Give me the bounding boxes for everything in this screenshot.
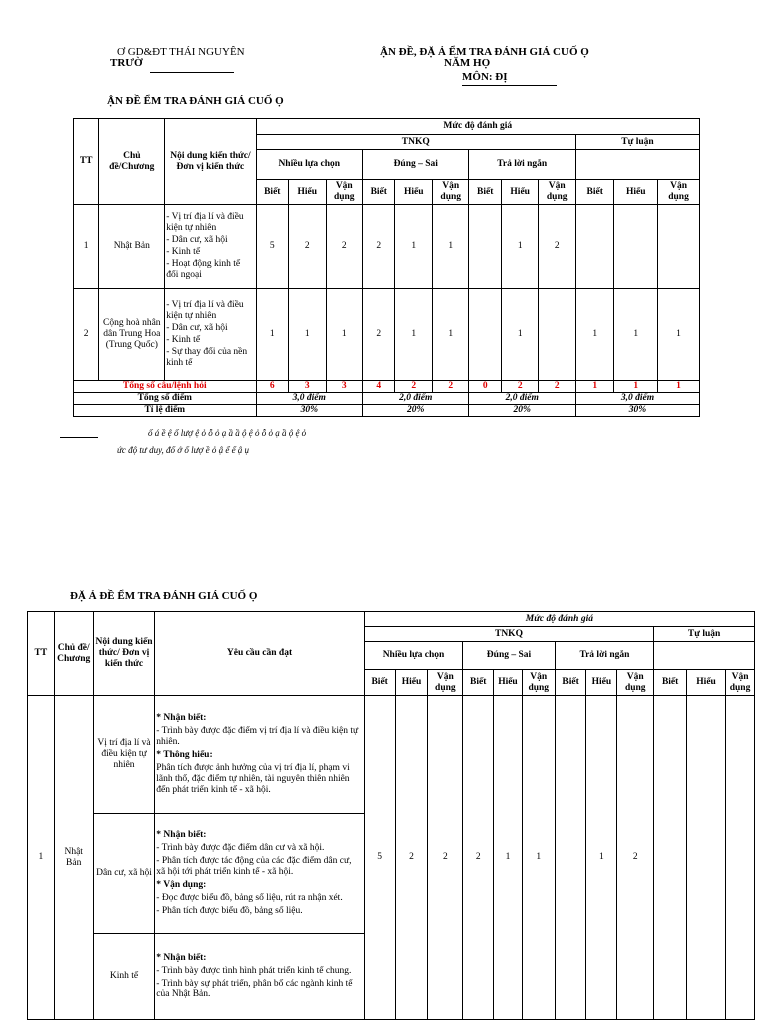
content-item: - Sự thay đổi của nền kinh tế xyxy=(166,346,248,368)
score-value: 2,0 điểm xyxy=(469,393,575,405)
cell-value: 1 xyxy=(586,696,617,1020)
cell-value xyxy=(575,205,614,289)
matrix-mcq-header: Nhiều lựa chọn xyxy=(256,150,362,180)
cell-value: 2 xyxy=(363,289,395,381)
level-vandung: Vận dụng xyxy=(522,670,555,696)
cell-value xyxy=(658,205,700,289)
cell-value: 1 xyxy=(256,289,288,381)
cell-value: 1 xyxy=(575,289,614,381)
total-label: Tổng số câu/lệnh hỏi xyxy=(74,381,257,393)
level-hieu: Hiểu xyxy=(395,670,428,696)
level-vandung: Vận dụng xyxy=(617,670,654,696)
total-value: 6 xyxy=(256,381,288,393)
req-item: - Đọc được biểu đồ, bảng số liệu, rút ra nhận xét. xyxy=(156,892,343,903)
spec-unit-requirements xyxy=(155,934,364,1020)
level-biet: Biết xyxy=(256,180,288,205)
cell-value: 2 xyxy=(363,205,395,289)
dept-name: Ơ GD&ĐT THÁI NGUYÊN xyxy=(117,46,245,58)
cell-value: 1 xyxy=(614,289,658,381)
cell-value: 1 xyxy=(289,289,327,381)
level-hieu: Hiểu xyxy=(501,180,539,205)
cell-value: 1 xyxy=(326,289,363,381)
content-item: - Dân cư, xã hội xyxy=(166,323,228,334)
cell-value xyxy=(469,205,501,289)
content-item: - Kinh tế xyxy=(166,335,201,345)
matrix-total-row xyxy=(74,381,700,393)
ratio-value: 30% xyxy=(575,405,699,417)
level-vandung: Vận dụng xyxy=(432,180,469,205)
level-biet: Biết xyxy=(555,670,586,696)
spec-tf-header: Đúng – Sai xyxy=(463,642,555,670)
content-item: - Vị trí địa lí và điều kiện tự nhiên xyxy=(166,212,244,234)
matrix-note-2: ức độ tư duy, đố ớ ố lượ ề ỏ ậ ể ể ậ ụ xyxy=(117,445,250,455)
spec-title: ĐẶ Ả ĐỀ ỂM TRA ĐÁNH GIÁ CUỐ Ọ xyxy=(70,590,258,602)
total-value: 2 xyxy=(395,381,433,393)
level-hieu: Hiểu xyxy=(614,180,658,205)
cell-value xyxy=(654,696,687,1020)
school-year: NĂM HỌ xyxy=(444,57,491,69)
level-biet: Biết xyxy=(364,670,395,696)
cell-value xyxy=(614,205,658,289)
school-underline xyxy=(150,72,234,73)
row-topic: Nhật Bản xyxy=(99,205,165,289)
row-tt: 1 xyxy=(74,205,99,289)
req-heading: * Vận dụng: xyxy=(156,879,207,890)
subject-underline xyxy=(462,85,557,86)
matrix-col-topic: Chủ đề/Chương xyxy=(99,119,165,205)
spec-tuluan-blank xyxy=(654,642,755,670)
content-item: - Kinh tế xyxy=(166,247,201,257)
cell-value xyxy=(726,696,755,1020)
cell-value xyxy=(469,289,501,381)
level-biet: Biết xyxy=(469,180,501,205)
content-item: - Hoạt động kinh tế đối ngoại xyxy=(166,258,241,280)
spec-col-content: Nội dung kiến thức/ Đơn vị kiến thức xyxy=(93,612,155,696)
req-item: - Trình bày được tình hình phát triển kinh tế chung. xyxy=(156,965,352,976)
spec-table xyxy=(27,611,755,1020)
req-item: Phân tích được ảnh hưởng của vị trí địa lí, phạm vi lãnh thổ, đặc điểm tự nhiên, tài nguyên thiên nhiên đến phát triển kinh tế - xã hội. xyxy=(156,762,350,795)
school-name: TRƯỜ xyxy=(110,57,143,69)
level-vandung: Vận dụng xyxy=(726,670,755,696)
matrix-row-1 xyxy=(74,205,700,289)
cell-value: 2 xyxy=(289,205,327,289)
matrix-tuluan-header: Tự luận xyxy=(575,135,699,150)
spec-short-header: Trả lời ngắn xyxy=(555,642,654,670)
total-value: 1 xyxy=(658,381,700,393)
matrix-row-2 xyxy=(74,289,700,381)
score-value: 3,0 điểm xyxy=(575,393,699,405)
matrix-col-content: Nội dung kiến thức/ Đơn vị kiến thức xyxy=(165,119,256,205)
level-biet: Biết xyxy=(654,670,687,696)
note-rule xyxy=(60,437,98,438)
req-item: - Phân tích được tác động của các đặc điểm dân cư, xã hội tới phát triển kinh tế - xã hội. xyxy=(156,856,352,878)
req-heading: * Thông hiểu: xyxy=(156,750,213,761)
total-value: 3 xyxy=(326,381,363,393)
matrix-short-header: Trả lời ngắn xyxy=(469,150,575,180)
cell-value: 1 xyxy=(501,289,539,381)
score-value: 3,0 điểm xyxy=(256,393,362,405)
level-hieu: Hiểu xyxy=(395,180,433,205)
spec-unit-requirements xyxy=(155,814,364,934)
cell-value: 1 xyxy=(395,289,433,381)
doc-title: ẬN ĐỀ, ĐẶ Ả ỂM TRA ĐÁNH GIÁ CUỐ Ọ xyxy=(380,46,589,58)
req-heading: * Nhận biết: xyxy=(156,713,207,724)
level-biet: Biết xyxy=(363,180,395,205)
level-hieu: Hiểu xyxy=(586,670,617,696)
spec-col-topic: Chủ đề/ Chương xyxy=(54,612,93,696)
req-heading: * Nhận biết: xyxy=(156,952,207,963)
level-biet: Biết xyxy=(575,180,614,205)
level-vandung: Vận dụng xyxy=(326,180,363,205)
row-contents xyxy=(165,289,256,381)
level-vandung: Vận dụng xyxy=(658,180,700,205)
cell-value: 1 xyxy=(395,205,433,289)
total-value: 3 xyxy=(289,381,327,393)
matrix-title: ẬN ĐỀ ỂM TRA ĐÁNH GIÁ CUỐ Ọ xyxy=(107,95,284,107)
score-value: 2,0 điểm xyxy=(363,393,469,405)
total-value: 4 xyxy=(363,381,395,393)
matrix-level-header: Mức độ đánh giá xyxy=(256,119,699,135)
spec-tnkq-header: TNKQ xyxy=(364,627,653,642)
total-value: 0 xyxy=(469,381,501,393)
cell-value: 2 xyxy=(617,696,654,1020)
req-item: - Trình bày được đặc điểm dân cư và xã hội. xyxy=(156,843,325,854)
cell-value: 1 xyxy=(494,696,523,1020)
spec-mcq-header: Nhiều lựa chọn xyxy=(364,642,463,670)
matrix-note-1: ố á ề ệ ố lượ ệ ỏ ỗ ỏ ạ ầ ầ ộ ệ ỏ ỗ ỏ ạ ầ ộ ệ ỏ xyxy=(148,428,307,438)
ratio-label: Tỉ lệ điểm xyxy=(74,405,257,417)
matrix-tnkq-header: TNKQ xyxy=(256,135,575,150)
matrix-score-row xyxy=(74,393,700,405)
cell-value: 1 xyxy=(501,205,539,289)
total-value: 1 xyxy=(614,381,658,393)
spec-unit-name: Dân cư, xã hội xyxy=(93,814,155,934)
level-hieu: Hiểu xyxy=(289,180,327,205)
row-topic: Cộng hoà nhân dân Trung Hoa (Trung Quốc) xyxy=(99,289,165,381)
total-value: 2 xyxy=(501,381,539,393)
cell-value: 1 xyxy=(432,289,469,381)
spec-unit-name: Kinh tế xyxy=(93,934,155,1020)
content-item: - Dân cư, xã hội xyxy=(166,235,228,246)
ratio-value: 20% xyxy=(363,405,469,417)
cell-value: 2 xyxy=(539,205,576,289)
matrix-tf-header: Đúng – Sai xyxy=(363,150,469,180)
row-contents xyxy=(165,205,256,289)
spec-unit-requirements xyxy=(155,696,364,814)
row-tt: 2 xyxy=(74,289,99,381)
spec-level-header: Mức độ đánh giá xyxy=(364,612,754,627)
matrix-col-tt: TT xyxy=(74,119,99,205)
cell-value: 5 xyxy=(364,696,395,1020)
ratio-value: 30% xyxy=(256,405,362,417)
cell-value xyxy=(687,696,726,1020)
total-value: 1 xyxy=(575,381,614,393)
cell-value: 2 xyxy=(395,696,428,1020)
req-item: - Trình bày được đặc điểm vị trí địa lí và điều kiện tự nhiên. xyxy=(156,726,359,748)
matrix-tuluan-blank xyxy=(575,150,699,180)
spec-row-topic: Nhật Bản xyxy=(54,696,93,1020)
cell-value: 2 xyxy=(326,205,363,289)
level-hieu: Hiểu xyxy=(687,670,726,696)
cell-value: 2 xyxy=(463,696,494,1020)
cell-value: 1 xyxy=(658,289,700,381)
spec-col-req: Yêu cầu cần đạt xyxy=(155,612,364,696)
cell-value: 5 xyxy=(256,205,288,289)
cell-value xyxy=(555,696,586,1020)
matrix-table xyxy=(73,118,700,417)
req-heading: * Nhận biết: xyxy=(156,830,207,841)
spec-unit-name: Vị trí địa lí và điều kiện tự nhiên xyxy=(93,696,155,814)
total-value: 2 xyxy=(539,381,576,393)
cell-value: 1 xyxy=(432,205,469,289)
cell-value: 1 xyxy=(522,696,555,1020)
level-vandung: Vận dụng xyxy=(539,180,576,205)
level-hieu: Hiểu xyxy=(494,670,523,696)
total-value: 2 xyxy=(432,381,469,393)
subject: MÔN: ĐỊ xyxy=(462,71,508,83)
ratio-value: 20% xyxy=(469,405,575,417)
level-vandung: Vận dụng xyxy=(428,670,463,696)
spec-tuluan-header: Tự luận xyxy=(654,627,755,642)
spec-col-tt: TT xyxy=(28,612,55,696)
req-item: - Trình bày sự phát triển, phân bố các ngành kinh tế của Nhật Bản. xyxy=(156,978,353,1000)
req-item: - Phân tích được biểu đồ, bảng số liệu. xyxy=(156,905,303,916)
cell-value xyxy=(539,289,576,381)
matrix-ratio-row xyxy=(74,405,700,417)
spec-row-tt: 1 xyxy=(28,696,55,1020)
cell-value: 2 xyxy=(428,696,463,1020)
content-item: - Vị trí địa lí và điều kiện tự nhiên xyxy=(166,300,244,322)
level-biet: Biết xyxy=(463,670,494,696)
score-label: Tổng số điểm xyxy=(74,393,257,405)
spec-row-1 xyxy=(28,696,755,814)
